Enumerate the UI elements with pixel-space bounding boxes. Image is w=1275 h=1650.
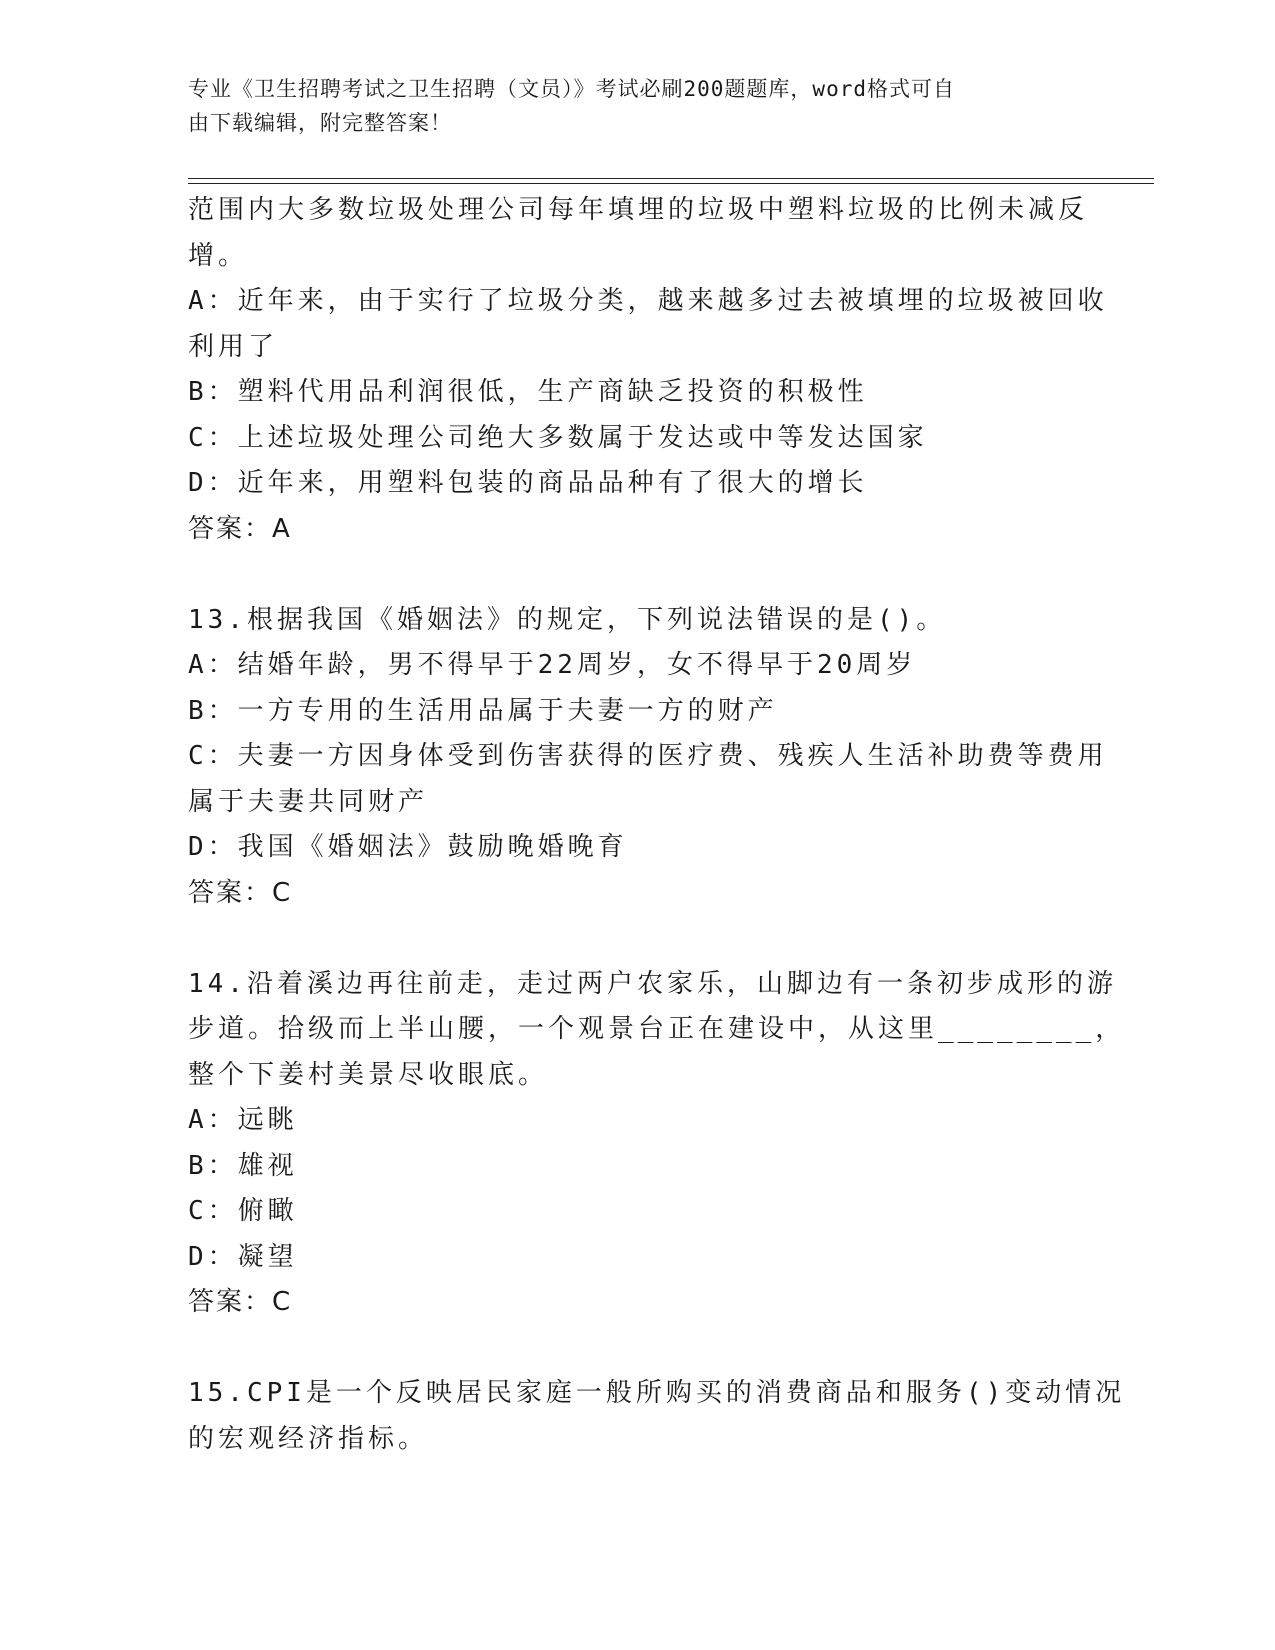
option-c: C：上述垃圾处理公司绝大多数属于发达或中等发达国家 bbox=[188, 422, 928, 453]
option-b: B：一方专用的生活用品属于夫妻一方的财产 bbox=[188, 695, 778, 726]
question-list bbox=[188, 188, 1126, 1462]
header-line-2: 由下载编辑，附完整答案！ bbox=[188, 111, 452, 135]
question-15 bbox=[188, 1371, 1126, 1462]
option-a: A：结婚年龄，男不得早于22周岁，女不得早于20周岁 bbox=[188, 650, 917, 680]
question-stem: 整个下姜村美景尽收眼底。 bbox=[188, 1059, 549, 1090]
question-stem: 13.根据我国《婚姻法》的规定，下列说法错误的是()。 bbox=[188, 604, 947, 635]
document-header bbox=[188, 72, 1068, 140]
option-a: A：远眺 bbox=[188, 1105, 298, 1135]
question-stem: 14.沿着溪边再往前走，走过两户农家乐，山脚边有一条初步成形的游 bbox=[188, 968, 1117, 999]
question-spacer bbox=[188, 1326, 1088, 1372]
option-c: C：俯瞰 bbox=[188, 1196, 298, 1226]
option-d: D：近年来，用塑料包装的商品品种有了很大的增长 bbox=[188, 468, 868, 498]
answer-line: 答案：A bbox=[188, 513, 292, 544]
option-d: D：我国《婚姻法》鼓励晚婚晚育 bbox=[188, 832, 628, 862]
option-c: 属于夫妻共同财产 bbox=[188, 786, 429, 817]
question-spacer bbox=[188, 552, 1088, 598]
question-stem: 15.CPI是一个反映居民家庭一般所购买的消费商品和服务()变动情况 bbox=[188, 1378, 1126, 1408]
question-14 bbox=[188, 962, 1126, 1326]
question-stem: 的宏观经济指标。 bbox=[188, 1423, 429, 1454]
header-rule-top bbox=[188, 178, 1154, 179]
option-c: C：夫妻一方因身体受到伤害获得的医疗费、残疾人生活补助费等费用 bbox=[188, 741, 1108, 771]
header-rule-bottom bbox=[188, 183, 1154, 184]
header-line-1: 专业《卫生招聘考试之卫生招聘（文员）》考试必刷200题题库，word格式可自 bbox=[188, 77, 955, 101]
question-stem: 步道。拾级而上半山腰，一个观景台正在建设中，从这里________， bbox=[188, 1014, 1126, 1044]
question-13 bbox=[188, 598, 1108, 917]
question-stem: 范围内大多数垃圾处理公司每年填埋的垃圾中塑料垃圾的比例未减反 bbox=[188, 195, 1089, 225]
answer-line: 答案：C bbox=[188, 877, 293, 908]
question-spacer bbox=[188, 916, 1088, 962]
option-a: A：近年来，由于实行了垃圾分类，越来越多过去被填埋的垃圾被回收 bbox=[188, 286, 1108, 316]
answer-line: 答案：C bbox=[188, 1287, 293, 1317]
question-stem: 增。 bbox=[188, 240, 249, 271]
option-b: B：雄视 bbox=[188, 1150, 298, 1181]
option-d: D：凝望 bbox=[188, 1241, 298, 1272]
question-12 bbox=[188, 188, 1108, 552]
option-a: 利用了 bbox=[188, 331, 279, 362]
option-b: B：塑料代用品利润很低，生产商缺乏投资的积极性 bbox=[188, 377, 868, 407]
